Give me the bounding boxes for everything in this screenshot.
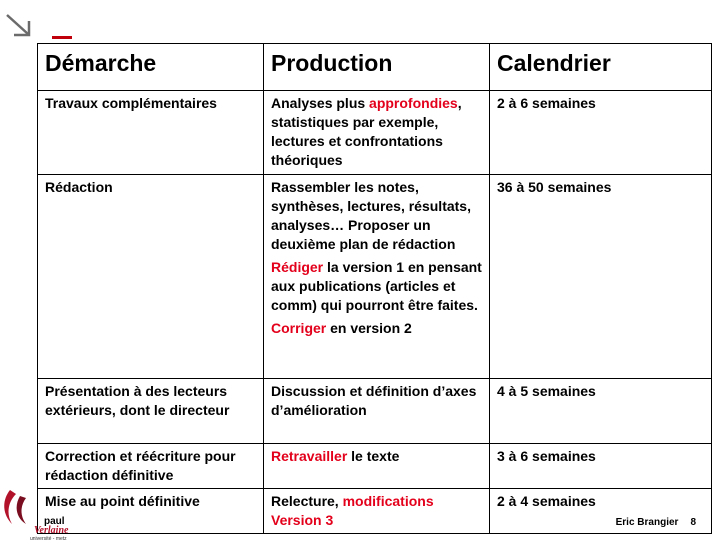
author-name: Eric Brangier — [615, 517, 679, 528]
calendrier-cell: 3 à 6 semaines — [490, 444, 712, 489]
planning-table — [37, 43, 712, 534]
production-highlight: Retravailler — [271, 448, 348, 464]
table-row — [38, 444, 712, 489]
university-logo — [0, 486, 78, 546]
logo-text-line2: Verlaine — [34, 525, 69, 536]
production-cell — [264, 489, 490, 534]
production-text: la version 1 en pensant aux publications (articles et comm) qui pourront être faites. — [271, 259, 482, 313]
production-text: , statistiques par exemple, lectures et confrontations théoriques — [271, 95, 462, 168]
demarche-cell: Mise au point définitive — [38, 489, 264, 534]
production-paragraph — [271, 319, 482, 338]
production-text: Analyses plus — [271, 95, 370, 111]
production-paragraph — [271, 258, 482, 315]
production-text: Relecture, — [271, 493, 343, 509]
production-cell — [264, 444, 490, 489]
header-production: Production — [264, 44, 490, 91]
calendrier-cell: 4 à 5 semaines — [490, 379, 712, 444]
production-highlight: approfondies — [369, 95, 458, 111]
table-row — [38, 379, 712, 444]
calendrier-cell: 2 à 6 semaines — [490, 91, 712, 175]
production-highlight: Corriger — [271, 320, 327, 336]
production-highlight: Rédiger — [271, 259, 324, 275]
production-text: Rassembler les notes, synthèses, lectures, résultats, analyses… Proposer un deuxième plan de rédaction — [271, 179, 471, 252]
header-demarche: Démarche — [38, 44, 264, 91]
production-text: le texte — [347, 448, 400, 464]
production-cell: Discussion et définition d’axes d’amélioration — [264, 379, 490, 444]
calendrier-cell: 2 à 4 semaines — [490, 489, 712, 534]
demarche-cell: Présentation à des lecteurs extérieurs, dont le directeur — [38, 379, 264, 444]
calendrier-cell: 36 à 50 semaines — [490, 175, 712, 379]
slide-footer — [616, 517, 696, 528]
production-cell — [264, 91, 490, 175]
header-calendrier: Calendrier — [490, 44, 712, 91]
logo-text-line1: paul — [44, 516, 65, 527]
production-text: en version 2 — [326, 320, 412, 336]
page-number: 8 — [690, 517, 696, 528]
arrow-down-right-icon — [4, 12, 38, 40]
demarche-cell: Travaux complémentaires — [38, 91, 264, 175]
table-header-row — [38, 44, 712, 91]
table-row — [38, 175, 712, 379]
production-highlight: modifications Version 3 — [271, 493, 434, 528]
demarche-cell: Rédaction — [38, 175, 264, 379]
demarche-cell: Correction et réécriture pour rédaction définitive — [38, 444, 264, 489]
production-cell — [264, 175, 490, 379]
table-row — [38, 91, 712, 175]
title-dash — [52, 36, 72, 39]
table-row — [38, 489, 712, 534]
logo-text-line3: université - metz — [30, 536, 67, 542]
